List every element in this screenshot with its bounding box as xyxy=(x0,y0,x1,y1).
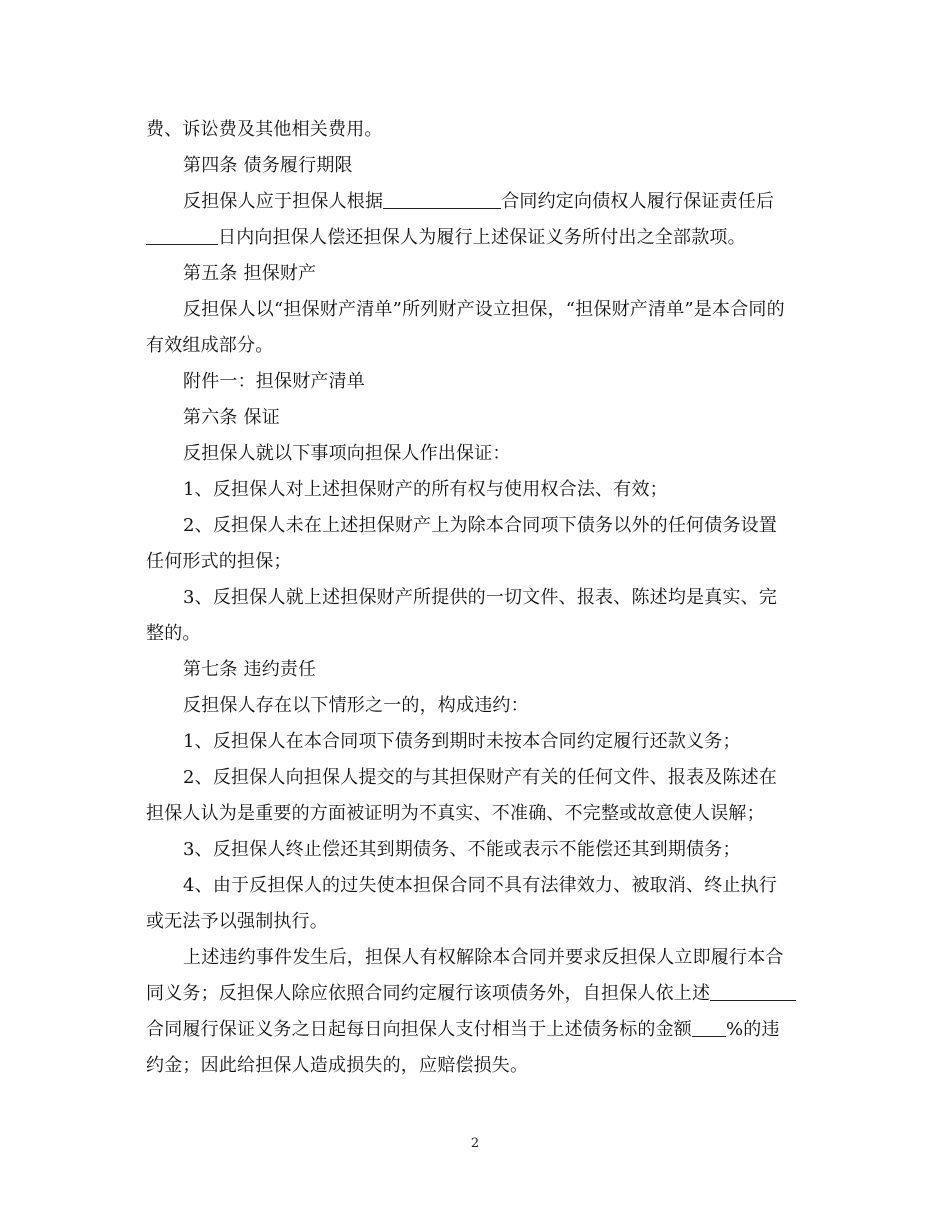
paragraph-line xyxy=(146,220,806,256)
paragraph-line xyxy=(146,688,806,724)
paragraph-line xyxy=(146,184,806,220)
text: 有效组成部分。 xyxy=(146,335,274,356)
text: 1、反担保人对上述担保财产的所有权与使用权合法、有效； xyxy=(183,479,668,500)
text: 4、由于反担保人的过失使本担保合同不具有法律效力、被取消、终止执行 xyxy=(183,875,778,896)
text: 或无法予以强制执行。 xyxy=(146,911,328,932)
text: 合同履行保证义务之日起每日向担保人支付相当于上述债务标的金额 xyxy=(146,1019,692,1040)
list-item xyxy=(146,508,806,544)
article-heading-4 xyxy=(146,148,806,184)
text: 同义务；反担保人除应依照合同约定履行该项债务外，自担保人依上述 xyxy=(146,983,711,1004)
text: 3、反担保人终止偿还其到期债务、不能或表示不能偿还其到期债务； xyxy=(183,839,741,860)
list-item xyxy=(146,580,806,616)
fill-in-blank[interactable] xyxy=(146,224,218,245)
paragraph-line xyxy=(146,328,806,364)
paragraph-line xyxy=(146,976,806,1012)
article-heading-6 xyxy=(146,400,806,436)
article-heading-5 xyxy=(146,256,806,292)
list-item-continuation xyxy=(146,796,806,832)
text: 1、反担保人在本合同项下债务到期时未按本合同约定履行还款义务； xyxy=(183,731,741,752)
text: 上述违约事件发生后，担保人有权解除本合同并要求反担保人立即履行本合 xyxy=(183,947,784,968)
text: 3、反担保人就上述担保财产所提供的一切文件、报表、陈述均是真实、完 xyxy=(183,587,778,608)
paragraph-line xyxy=(146,436,806,472)
text: 日内向担保人偿还担保人为履行上述保证义务所付出之全部款项。 xyxy=(218,227,746,248)
list-item xyxy=(146,724,806,760)
text: 2、反担保人未在上述担保财产上为除本合同项下债务以外的任何债务设置 xyxy=(183,515,778,536)
text: 2、反担保人向担保人提交的与其担保财产有关的任何文件、报表及陈述在 xyxy=(183,767,778,788)
text: 附件一：担保财产清单 xyxy=(183,371,365,392)
list-item xyxy=(146,832,806,868)
text: 反担保人以“担保财产清单”所列财产设立担保，“担保财产清单”是本合同的 xyxy=(183,299,785,320)
fill-in-blank[interactable] xyxy=(710,980,796,1001)
text: 合同约定向债权人履行保证责任后 xyxy=(501,191,775,212)
paragraph-line xyxy=(146,112,806,148)
fill-in-blank[interactable] xyxy=(692,1016,726,1037)
text: 费、诉讼费及其他相关费用。 xyxy=(146,119,383,140)
text: 担保人认为是重要的方面被证明为不真实、不准确、不完整或故意使人误解； xyxy=(146,803,765,824)
text: %的违 xyxy=(726,1019,780,1040)
paragraph-line xyxy=(146,292,806,328)
paragraph-line xyxy=(146,1012,806,1048)
attachment-line xyxy=(146,364,806,400)
text: 第七条 违约责任 xyxy=(183,659,317,680)
article-heading-7 xyxy=(146,652,806,688)
text: 第六条 保证 xyxy=(183,407,280,428)
text: 反担保人应于担保人根据 xyxy=(183,191,384,212)
text: 整的。 xyxy=(146,623,201,644)
list-item xyxy=(146,868,806,904)
text: 第五条 担保财产 xyxy=(183,263,317,284)
text: 约金；因此给担保人造成损失的，应赔偿损失。 xyxy=(146,1055,529,1076)
list-item xyxy=(146,760,806,796)
page-number: 2 xyxy=(470,1136,480,1151)
text: 任何形式的担保； xyxy=(146,551,292,572)
text: 反担保人就以下事项向担保人作出保证： xyxy=(183,443,511,464)
document-body xyxy=(146,112,806,1084)
list-item xyxy=(146,472,806,508)
fill-in-blank[interactable] xyxy=(383,188,501,209)
text: 反担保人存在以下情形之一的，构成违约： xyxy=(183,695,529,716)
list-item-continuation xyxy=(146,616,806,652)
list-item-continuation xyxy=(146,904,806,940)
paragraph-line xyxy=(146,1048,806,1084)
paragraph-line xyxy=(146,940,806,976)
text: 第四条 债务履行期限 xyxy=(183,155,353,176)
list-item-continuation xyxy=(146,544,806,580)
